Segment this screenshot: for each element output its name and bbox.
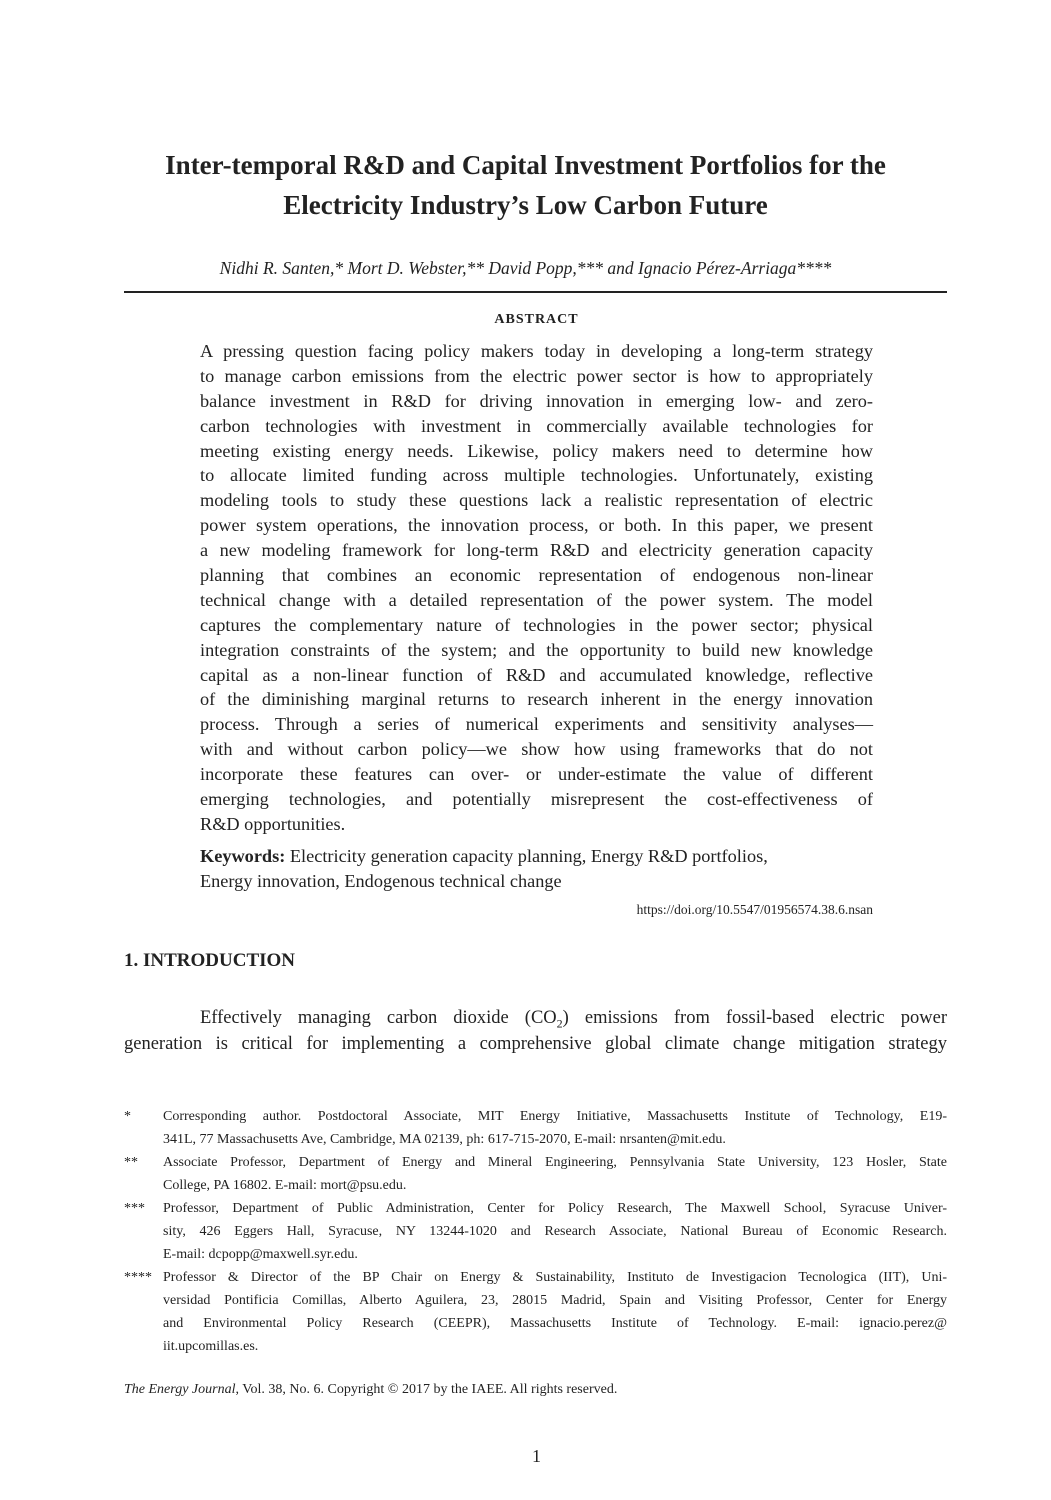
title-line: Electricity Industry’s Low Carbon Future — [283, 190, 768, 220]
abstract-line: power system operations, the innovation process, or both. In this paper, we present — [200, 515, 873, 536]
footnote-mark: *** — [124, 1201, 145, 1216]
abstract-line: with and without carbon policy—we show how using frameworks that do not — [200, 739, 873, 760]
abstract-body — [200, 339, 873, 837]
footnote-line: iit.upcomillas.es. — [163, 1339, 259, 1354]
abstract-line: technical change with a detailed representation of the power system. The model — [200, 589, 873, 610]
author-list: Nidhi R. Santen,* Mort D. Webster,** David Popp,*** and Ignacio Pérez-Arriaga**** — [219, 258, 832, 278]
keywords-label: Keywords: — [200, 846, 286, 866]
abstract-line: captures the complementary nature of technologies in the power sector; physical — [200, 614, 873, 635]
footnote-line: versidad Pontificia Comillas, Alberto Aguilera, 23, 28015 Madrid, Spain and Visiting Professor, Center for Energy — [163, 1293, 947, 1308]
title-line: Inter-temporal R&D and Capital Investment Portfolios for the — [165, 150, 886, 180]
abstract-line: integration constraints of the system; and the opportunity to build new knowledge — [200, 639, 873, 660]
footnote-line: sity, 426 Eggers Hall, Syracuse, NY 13244-1020 and Research Associate, National Bureau of Economic Research. — [163, 1224, 947, 1239]
footnote — [124, 1105, 947, 1151]
footnote-line: Associate Professor, Department of Energy and Mineral Engineering, Pennsylvania State University, 123 Hosler, State — [163, 1155, 947, 1170]
intro-paragraph — [124, 1005, 947, 1057]
abstract-line: R&D opportunities. — [200, 813, 346, 834]
abstract-line: meeting existing energy needs. Likewise, policy makers need to determine how — [200, 440, 873, 461]
abstract-line: balance investment in R&D for driving innovation in emerging low- and zero- — [200, 390, 873, 411]
footnote-mark: ** — [124, 1155, 138, 1170]
footnote — [124, 1266, 947, 1358]
abstract-line: modeling tools to study these questions lack a realistic representation of electric — [200, 490, 873, 511]
abstract-line: incorporate these features can over- or under-estimate the value of different — [200, 764, 873, 785]
section-heading: 1. INTRODUCTION — [124, 950, 296, 971]
journal-citation — [124, 1382, 617, 1398]
keywords-text: Electricity generation capacity planning, Energy R&D portfolios, — [285, 846, 768, 866]
abstract-line: carbon technologies with investment in commercially available technologies for — [200, 415, 873, 436]
keywords — [200, 844, 873, 894]
paper-title — [100, 145, 951, 225]
footnote-line: College, PA 16802. E-mail: mort@psu.edu. — [163, 1178, 407, 1193]
journal-name: The Energy Journal — [124, 1382, 236, 1397]
header-rule — [124, 291, 947, 293]
journal-details: , Vol. 38, No. 6. Copyright © 2017 by the IAEE. All rights reserved. — [235, 1382, 618, 1397]
abstract-line: capital as a non-linear function of R&D and accumulated knowledge, reflective — [200, 664, 873, 685]
footnote-line: Corresponding author. Postdoctoral Associate, MIT Energy Initiative, Massachusetts Institute of Technology, E19- — [163, 1109, 947, 1124]
abstract-line: to manage carbon emissions from the electric power sector is how to appropriately — [200, 365, 873, 386]
page-number: 1 — [532, 1446, 541, 1466]
footnote-mark: * — [124, 1109, 131, 1124]
intro-text: ) emissions from fossil-based electric power — [562, 1008, 947, 1028]
footnotes — [124, 1105, 947, 1358]
footnote-line: Professor, Department of Public Administration, Center for Policy Research, The Maxwell School, Syracuse Univer- — [163, 1201, 947, 1216]
subscript: 2 — [556, 1016, 563, 1031]
footnote-mark: **** — [124, 1270, 152, 1285]
keywords-text: Energy innovation, Endogenous technical change — [200, 871, 562, 891]
abstract-line: to allocate limited funding across multiple technologies. Unfortunately, existing — [200, 465, 873, 486]
abstract-line: a new modeling framework for long-term R&D and electricity generation capacity — [200, 540, 873, 561]
abstract-line: of the diminishing marginal returns to research inherent in the energy innovation — [200, 689, 873, 710]
footnote-line: and Environmental Policy Research (CEEPR), Massachusetts Institute of Technology. E-mail: ignacio.perez@ — [163, 1316, 947, 1331]
abstract-line: A pressing question facing policy makers today in developing a long-term strategy — [200, 341, 873, 361]
footnote — [124, 1151, 947, 1197]
footnote — [124, 1197, 947, 1266]
intro-text: Effectively managing carbon dioxide (CO — [200, 1008, 557, 1028]
doi-link[interactable]: https://doi.org/10.5547/01956574.38.6.nsan — [636, 902, 873, 917]
footnote-line: E-mail: dcpopp@maxwell.syr.edu. — [163, 1247, 358, 1262]
footnote-line: 341L, 77 Massachusetts Ave, Cambridge, MA 02139, ph: 617-715-2070, E-mail: nrsanten@mit.edu. — [163, 1132, 726, 1147]
footnote-line: Professor & Director of the BP Chair on Energy & Sustainability, Instituto de Investigacion Tecnologica (IIT), Uni- — [163, 1270, 947, 1285]
abstract-line: emerging technologies, and potentially misrepresent the cost-effectiveness of — [200, 789, 873, 810]
abstract-heading: ABSTRACT — [494, 312, 579, 327]
abstract-line: planning that combines an economic representation of endogenous non-linear — [200, 565, 873, 586]
abstract-line: process. Through a series of numerical experiments and sensitivity analyses— — [200, 714, 873, 735]
intro-text: generation is critical for implementing a comprehensive global climate change mitigation strategy — [124, 1034, 947, 1054]
